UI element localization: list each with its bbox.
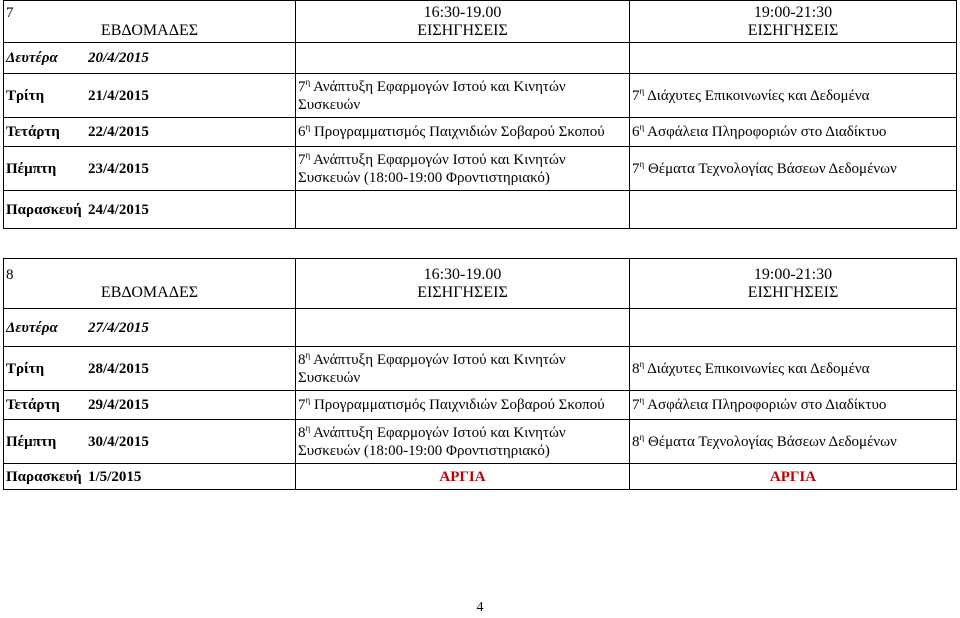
day-name: Παρασκευή: [6, 468, 82, 485]
ordinal-suffix: η: [639, 431, 645, 442]
table-row: [4, 391, 957, 420]
slot1-cell: [296, 420, 630, 464]
col1-time: 16:30-19.00: [423, 265, 502, 283]
course-ordinal: 7: [298, 78, 306, 95]
day-date: 23/4/2015: [88, 160, 149, 177]
day-cell: [4, 191, 296, 229]
course-title: Θέματα Τεχνολογίας Βάσεων Δεδομένων: [647, 160, 897, 177]
col2-header: [630, 1, 957, 43]
course-ordinal: 7: [632, 87, 640, 104]
day-cell: [4, 347, 296, 391]
course-ordinal: 7: [632, 397, 640, 413]
holiday-cell: ΑΡΓΙΑ: [630, 464, 957, 490]
ordinal-suffix: η: [639, 122, 645, 132]
col2-time: 19:00-21:30: [753, 265, 833, 283]
slot1-cell: [296, 347, 630, 391]
course-ordinal: 8: [632, 360, 640, 377]
day-name: Δευτέρα: [6, 319, 58, 336]
day-date: 24/4/2015: [88, 201, 149, 218]
slot1-cell: [296, 74, 630, 118]
course-ordinal: 6: [298, 124, 306, 140]
day-name: Τρίτη: [6, 360, 45, 377]
table-row: [4, 74, 957, 118]
col2-title: ΕΙΣΗΓΗΣΕΙΣ: [747, 21, 839, 39]
week-number: 8: [6, 266, 14, 283]
course-title: Ανάπτυξη Εφαρμογών Ιστού και Κινητών Συσκευών (18:00-19:00 Φροντιστηριακό): [298, 151, 566, 186]
day-date: 28/4/2015: [88, 360, 149, 377]
course-ordinal: 7: [298, 151, 306, 168]
table-row: [4, 309, 957, 347]
day-name: Τετάρτη: [6, 124, 60, 140]
ordinal-suffix: η: [305, 422, 311, 433]
day-cell: [4, 147, 296, 191]
week-8-schedule-table: [3, 258, 957, 490]
course-title: Ασφάλεια Πληροφοριών στο Διαδίκτυο: [647, 124, 887, 140]
col1-title: ΕΙΣΗΓΗΣΕΙΣ: [417, 283, 508, 301]
col2-title: ΕΙΣΗΓΗΣΕΙΣ: [747, 283, 839, 301]
slot1-cell: [296, 191, 630, 229]
ordinal-suffix: η: [639, 358, 645, 369]
day-name: Πέμπτη: [6, 433, 57, 450]
ordinal-suffix: η: [305, 349, 311, 360]
day-name: Δευτέρα: [6, 50, 58, 66]
table-row: [4, 464, 957, 490]
course-ordinal: 8: [298, 351, 306, 368]
course-title: Ανάπτυξη Εφαρμογών Ιστού και Κινητών Συσκευών: [298, 78, 566, 113]
day-name: Τετάρτη: [6, 397, 60, 413]
slot2-cell: [630, 191, 957, 229]
slot2-cell: [630, 147, 957, 191]
day-date: 22/4/2015: [88, 124, 149, 140]
course-title: Διάχυτες Επικοινωνίες και Δεδομένα: [647, 87, 870, 104]
slot2-cell: [630, 118, 957, 147]
ordinal-suffix: η: [639, 395, 645, 405]
day-cell: [4, 464, 296, 490]
slot2-cell: [630, 347, 957, 391]
slot1-cell: [296, 147, 630, 191]
week-label-cell: [4, 259, 296, 309]
course-ordinal: 8: [298, 424, 306, 441]
course-title: Ανάπτυξη Εφαρμογών Ιστού και Κινητών Συσκευών (18:00-19:00 Φροντιστηριακό): [298, 424, 566, 459]
table-row: [4, 118, 957, 147]
day-date: 29/4/2015: [88, 397, 149, 413]
week-label: ΕΒΔΟΜΑΔΕΣ: [100, 283, 199, 301]
day-date: 1/5/2015: [88, 468, 142, 485]
week-label: ΕΒΔΟΜΑΔΕΣ: [100, 21, 199, 39]
day-name: Τρίτη: [6, 87, 45, 104]
table-row: [4, 347, 957, 391]
course-ordinal: 6: [632, 124, 640, 140]
day-name: Πέμπτη: [6, 160, 57, 177]
week-label-cell: [4, 1, 296, 43]
slot1-cell: [296, 391, 630, 420]
header-row: [4, 1, 957, 43]
ordinal-suffix: η: [305, 149, 311, 160]
course-title: Προγραμματισμός Παιχνιδιών Σοβαρού Σκοπού: [313, 124, 605, 140]
day-cell: [4, 118, 296, 147]
day-cell: [4, 309, 296, 347]
slot1-cell: [296, 309, 630, 347]
ordinal-suffix: η: [305, 76, 311, 87]
course-title: Θέματα Τεχνολογίας Βάσεων Δεδομένων: [647, 433, 897, 450]
course-title: Ανάπτυξη Εφαρμογών Ιστού και Κινητών Συσκευών: [298, 351, 566, 386]
slot2-cell: [630, 43, 957, 74]
col1-time: 16:30-19.00: [423, 3, 502, 21]
day-cell: [4, 43, 296, 74]
course-title: Ασφάλεια Πληροφοριών στο Διαδίκτυο: [647, 397, 887, 413]
week-7-schedule-table: [3, 0, 957, 229]
ordinal-suffix: η: [639, 85, 645, 96]
col1-title: ΕΙΣΗΓΗΣΕΙΣ: [417, 21, 508, 39]
slot1-cell: [296, 118, 630, 147]
course-ordinal: 7: [298, 397, 306, 413]
day-cell: [4, 391, 296, 420]
day-date: 21/4/2015: [88, 87, 149, 104]
course-title: Διάχυτες Επικοινωνίες και Δεδομένα: [647, 360, 870, 377]
slot2-cell: [630, 420, 957, 464]
page-number: 4: [476, 600, 484, 615]
day-name: Παρασκευή: [6, 201, 82, 218]
col2-time: 19:00-21:30: [753, 3, 833, 21]
course-ordinal: 8: [632, 433, 640, 450]
header-row: [4, 259, 957, 309]
ordinal-suffix: η: [305, 395, 311, 405]
ordinal-suffix: η: [639, 158, 645, 169]
day-date: 30/4/2015: [88, 433, 149, 450]
col2-header: [630, 259, 957, 309]
slot2-cell: [630, 74, 957, 118]
table-row: [4, 147, 957, 191]
col1-header: [296, 259, 630, 309]
col1-header: [296, 1, 630, 43]
table-row: [4, 420, 957, 464]
table-row: [4, 191, 957, 229]
day-cell: [4, 74, 296, 118]
table-row: [4, 43, 957, 74]
slot2-cell: [630, 309, 957, 347]
day-date: 27/4/2015: [88, 319, 149, 336]
day-date: 20/4/2015: [88, 50, 149, 66]
day-cell: [4, 420, 296, 464]
course-title: Προγραμματισμός Παιχνιδιών Σοβαρού Σκοπού: [313, 397, 605, 413]
slot1-cell: [296, 43, 630, 74]
holiday-cell: ΑΡΓΙΑ: [296, 464, 630, 490]
course-ordinal: 7: [632, 160, 640, 177]
week-number: 7: [6, 4, 14, 21]
ordinal-suffix: η: [305, 122, 311, 132]
slot2-cell: [630, 391, 957, 420]
